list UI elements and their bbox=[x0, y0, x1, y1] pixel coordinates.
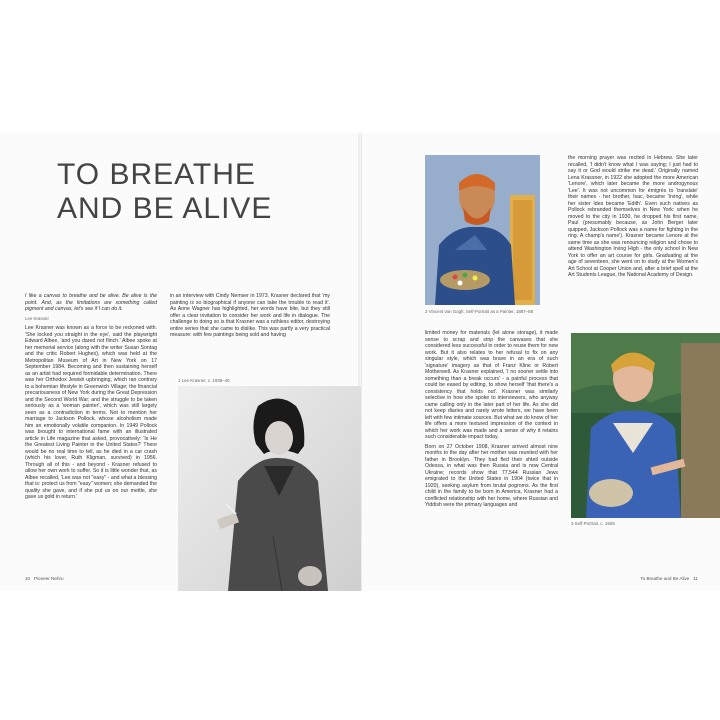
epigraph: I like a canvas to breathe and be alive. Be alive is the point. And, as the limitations are something called pigment and canvas, let's see if I can do it. bbox=[25, 293, 157, 312]
body-paragraph: limited money for materials (let alone storage), it made sense to scrap and strip the canvases that she considered less successful in order to reuse them for new work. But it also relates to her refusal to fix on any singular style, which was brave in an era of such 'signature' imagery as that of Franz Kline or Robert Motherwell. As Krasner explained, 'I no sooner settle into something than a break occurs' - a painful process that could be eased by editing, to show herself 'that there's a consistency that holds out'. Krasner was similarly selective in how she spoke to interviewers, who anyway came calling only in the later part of her life. As she did not keep diaries and rarely wrote letters, we have been left with few intimate sources. But what we do know of her life offers a more textured impression of the context in which her work was made and a sense of why it retains such considerable impact today. bbox=[425, 330, 558, 440]
self-portrait-painting bbox=[571, 333, 720, 518]
body-paragraph: Born on 27 October 1908, Krasner arrived almost nine months to the day after her mother was reunited with her father in Brooklyn. They had fled their shtetl outside Odessa, in what was then Russia and is now Central Ukraine; records show that 77,544 Russian Jews emigrated to the United States in 1904 (twice that in 1920), seeking asylum from brutal pogroms. As the first child in the family to be born in America, Krasner had a conflicted relationship with her home, where Russian and Yiddish were the primary languages and bbox=[425, 443, 558, 508]
right-column-2 bbox=[568, 155, 698, 315]
right-page-number: 11 bbox=[693, 576, 698, 581]
left-page-number: 10 bbox=[25, 576, 31, 581]
photo1-caption: 1 Lee Krasner, c. 1938–40 bbox=[178, 378, 230, 383]
krasner-photo bbox=[178, 386, 361, 591]
right-footer bbox=[640, 576, 698, 581]
left-footer bbox=[25, 576, 64, 581]
book-spread bbox=[0, 133, 720, 591]
van-gogh-painting bbox=[425, 155, 540, 305]
chapter-title-line1: TO BREATHE bbox=[57, 158, 256, 191]
left-column-1 bbox=[25, 293, 157, 563]
epigraph-source: Lee Krasner bbox=[25, 315, 49, 321]
chapter-title-line2: AND BE ALIVE bbox=[57, 192, 273, 225]
photo3-caption: 3 Self-Portrait, c. 1928 bbox=[571, 521, 615, 526]
right-running-head: To Breathe and Be Alive bbox=[640, 576, 690, 581]
right-column-1 bbox=[425, 330, 558, 570]
chapter-title bbox=[57, 158, 302, 226]
photo2-caption: 2 Vincent van Gogh, Self-Portrait as a Painter, 1887–88 bbox=[425, 309, 534, 314]
left-column-2 bbox=[170, 293, 330, 355]
body-paragraph: Lee Krasner was known as a force to be reckoned with. 'She locked you straight in the eye', said the playwright Edward Albee, 'and you dared not flinch.' Albee spoke at her memorial service (along with the writer Susan Sontag and the critic Robert Hughes), which was held at the Metropolitan Museum of Art in New York on 17 September 1984. Becoming and then sustaining herself as an artist had required formidable determination. There was her Orthodox Jewish upbringing, which ran contrary to a bohemian lifestyle in Greenwich Village; the financial precariousness of New York during the Great Depression and the Second World War; and the struggle to be taken seriously as a 'woman painter', which was still largely seen as a contradiction in terms. Not to mention her marriage to Jackson Pollock, whose alcoholism made him an emotionally volatile companion. In 1949 Pollock was brought to international fame with an illustrated article in Life magazine that asked, provocatively: 'Is He the Greatest Living Painter in the United States?' There would be no real time to tell, as he died in a car crash (which his lover, Ruth Kligman, survived) in 1956. Through all of this - and beyond - Krasner refused to allow her own work to suffer. So it is little wonder that, as Albee recalled, 'Lee was not "easy" - and what a blessing that is: protect us from "easy" women; she demanded the quality she gave, and if she put us on our mettle, she gave us gold in return.' bbox=[25, 325, 157, 500]
body-paragraph: the morning prayer was recited in Hebrew. She later recalled, 'I didn't know what I was saying; I just had to say it or God would strike me dead.' Originally named Lena Krassner, in 1922 she adopted the more American 'Lenore', which later became the more androgynous 'Lee'. It was not uncommon for émigrés to 'translate' their names - her brother, Isac, became 'Irving', while her sister Ides became 'Edith'. Even such natives as Pollock rebranded themselves in New York: when he moved to the city in 1930, he dropped his first name, Paul (presumably because, as John Berger later quipped, Jackson Pollock was a name for fighting in the ring. A champ's name'). Krasner became Lenore at the same time as she was renouncing religion and chose to attend Washington Irving High - the only school in New York to offer an art course for girls. Graduating at the age of seventeen, she went on to study at the Women's Art School at Cooper Union and, after a brief spell at the Art Students League, the National Academy of Design. bbox=[568, 155, 698, 278]
body-paragraph: in an interview with Cindy Nemser in 1973. Krasner declared that 'my painting is so biographical if anyone can take the trouble to read it'. As Anne Wagner has highlighted, her words have bite, but they still offer a clear invitation to consider her work and life in dialogue. The challenge to doing so is that Krasner was a ruthless editor, destroying entire series that she came to dislike. This was partly a very practical measure: with few paintings being sold and having bbox=[170, 293, 330, 338]
left-running-head: Pioneer Nehru bbox=[33, 576, 64, 581]
